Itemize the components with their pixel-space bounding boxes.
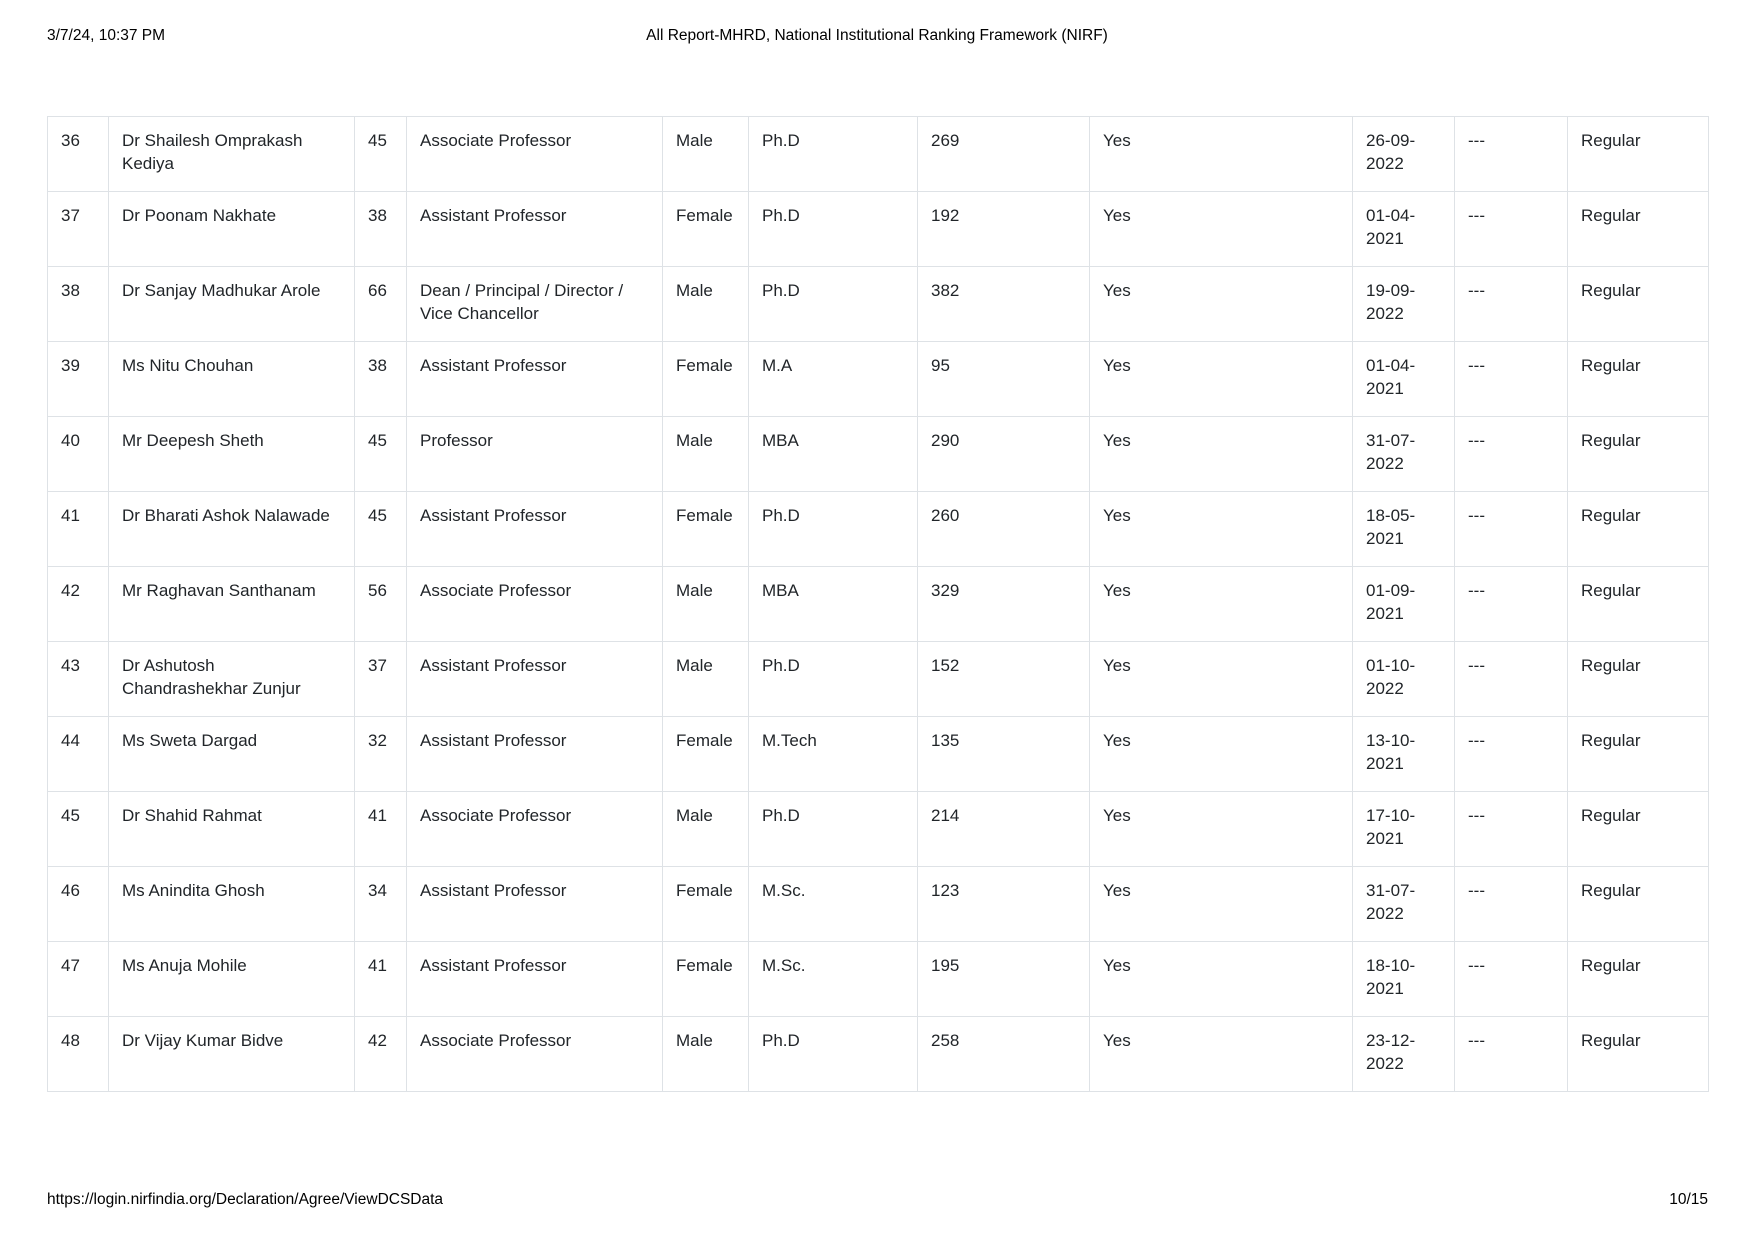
cell-sr_no: 47 (48, 942, 109, 1017)
cell-qualification: Ph.D (749, 267, 918, 342)
cell-gender: Female (663, 492, 749, 567)
cell-qualification: MBA (749, 417, 918, 492)
cell-sr_no: 36 (48, 117, 109, 192)
cell-working: Yes (1090, 492, 1353, 567)
cell-working: Yes (1090, 117, 1353, 192)
cell-qualification: Ph.D (749, 1017, 918, 1092)
cell-designation: Associate Professor (407, 1017, 663, 1092)
table-row (48, 792, 1709, 867)
cell-sr_no: 39 (48, 342, 109, 417)
cell-designation: Associate Professor (407, 792, 663, 867)
cell-designation: Assistant Professor (407, 492, 663, 567)
cell-joining_date: 18-05-2021 (1353, 492, 1455, 567)
cell-sr_no: 41 (48, 492, 109, 567)
cell-designation: Assistant Professor (407, 867, 663, 942)
cell-gender: Male (663, 417, 749, 492)
cell-gender: Female (663, 717, 749, 792)
cell-joining_date: 31-07-2022 (1353, 417, 1455, 492)
cell-leaving_date: --- (1455, 417, 1568, 492)
cell-designation: Assistant Professor (407, 642, 663, 717)
cell-gender: Female (663, 342, 749, 417)
cell-association_type: Regular (1568, 1017, 1709, 1092)
cell-sr_no: 37 (48, 192, 109, 267)
cell-association_type: Regular (1568, 417, 1709, 492)
cell-name: Dr Shahid Rahmat (109, 792, 355, 867)
cell-sr_no: 42 (48, 567, 109, 642)
cell-age: 38 (355, 342, 407, 417)
cell-joining_date: 01-10-2022 (1353, 642, 1455, 717)
cell-working: Yes (1090, 942, 1353, 1017)
cell-designation: Assistant Professor (407, 942, 663, 1017)
cell-designation: Professor (407, 417, 663, 492)
cell-experience_months: 269 (918, 117, 1090, 192)
cell-association_type: Regular (1568, 267, 1709, 342)
cell-experience_months: 95 (918, 342, 1090, 417)
cell-age: 38 (355, 192, 407, 267)
table-row (48, 867, 1709, 942)
cell-experience_months: 382 (918, 267, 1090, 342)
cell-working: Yes (1090, 867, 1353, 942)
cell-qualification: M.Tech (749, 717, 918, 792)
cell-experience_months: 152 (918, 642, 1090, 717)
cell-association_type: Regular (1568, 192, 1709, 267)
cell-age: 37 (355, 642, 407, 717)
footer-url: https://login.nirfindia.org/Declaration/Agree/ViewDCSData (47, 1191, 444, 1208)
cell-working: Yes (1090, 267, 1353, 342)
cell-gender: Female (663, 942, 749, 1017)
cell-name: Mr Raghavan Santhanam (109, 567, 355, 642)
cell-qualification: Ph.D (749, 642, 918, 717)
cell-name: Ms Nitu Chouhan (109, 342, 355, 417)
cell-working: Yes (1090, 342, 1353, 417)
cell-name: Dr Bharati Ashok Nalawade (109, 492, 355, 567)
cell-leaving_date: --- (1455, 867, 1568, 942)
cell-working: Yes (1090, 717, 1353, 792)
cell-age: 66 (355, 267, 407, 342)
cell-name: Dr Sanjay Madhukar Arole (109, 267, 355, 342)
cell-gender: Male (663, 1017, 749, 1092)
cell-qualification: Ph.D (749, 492, 918, 567)
cell-age: 45 (355, 117, 407, 192)
cell-designation: Assistant Professor (407, 192, 663, 267)
cell-joining_date: 01-04-2021 (1353, 192, 1455, 267)
cell-qualification: M.Sc. (749, 942, 918, 1017)
cell-age: 45 (355, 417, 407, 492)
cell-joining_date: 19-09-2022 (1353, 267, 1455, 342)
cell-qualification: M.Sc. (749, 867, 918, 942)
cell-sr_no: 46 (48, 867, 109, 942)
table-row (48, 942, 1709, 1017)
cell-leaving_date: --- (1455, 1017, 1568, 1092)
cell-association_type: Regular (1568, 642, 1709, 717)
cell-name: Mr Deepesh Sheth (109, 417, 355, 492)
table-row (48, 267, 1709, 342)
cell-name: Dr Vijay Kumar Bidve (109, 1017, 355, 1092)
cell-name: Dr Ashutosh Chandrashekhar Zunjur (109, 642, 355, 717)
cell-leaving_date: --- (1455, 942, 1568, 1017)
cell-age: 56 (355, 567, 407, 642)
cell-gender: Male (663, 792, 749, 867)
cell-sr_no: 45 (48, 792, 109, 867)
cell-gender: Male (663, 117, 749, 192)
cell-leaving_date: --- (1455, 117, 1568, 192)
cell-sr_no: 38 (48, 267, 109, 342)
page-number: 10/15 (1669, 1191, 1708, 1208)
cell-designation: Associate Professor (407, 117, 663, 192)
cell-qualification: Ph.D (749, 792, 918, 867)
cell-leaving_date: --- (1455, 342, 1568, 417)
cell-leaving_date: --- (1455, 567, 1568, 642)
cell-working: Yes (1090, 192, 1353, 267)
cell-designation: Associate Professor (407, 567, 663, 642)
print-header-datetime: 3/7/24, 10:37 PM (47, 27, 166, 44)
cell-joining_date: 01-09-2021 (1353, 567, 1455, 642)
cell-association_type: Regular (1568, 117, 1709, 192)
cell-working: Yes (1090, 567, 1353, 642)
table-row (48, 417, 1709, 492)
cell-designation: Assistant Professor (407, 717, 663, 792)
cell-joining_date: 18-10-2021 (1353, 942, 1455, 1017)
table-row (48, 192, 1709, 267)
cell-association_type: Regular (1568, 492, 1709, 567)
cell-joining_date: 31-07-2022 (1353, 867, 1455, 942)
cell-name: Ms Anuja Mohile (109, 942, 355, 1017)
cell-association_type: Regular (1568, 342, 1709, 417)
table-row (48, 342, 1709, 417)
cell-leaving_date: --- (1455, 492, 1568, 567)
table-row (48, 567, 1709, 642)
cell-association_type: Regular (1568, 942, 1709, 1017)
cell-experience_months: 290 (918, 417, 1090, 492)
table-row (48, 492, 1709, 567)
cell-experience_months: 192 (918, 192, 1090, 267)
table-row (48, 1017, 1709, 1092)
cell-association_type: Regular (1568, 867, 1709, 942)
cell-working: Yes (1090, 417, 1353, 492)
cell-gender: Male (663, 267, 749, 342)
cell-age: 32 (355, 717, 407, 792)
cell-leaving_date: --- (1455, 792, 1568, 867)
cell-qualification: M.A (749, 342, 918, 417)
cell-name: Ms Sweta Dargad (109, 717, 355, 792)
cell-leaving_date: --- (1455, 717, 1568, 792)
cell-qualification: MBA (749, 567, 918, 642)
cell-experience_months: 260 (918, 492, 1090, 567)
cell-experience_months: 195 (918, 942, 1090, 1017)
table-row (48, 717, 1709, 792)
cell-age: 41 (355, 942, 407, 1017)
cell-name: Dr Poonam Nakhate (109, 192, 355, 267)
cell-joining_date: 26-09-2022 (1353, 117, 1455, 192)
cell-association_type: Regular (1568, 792, 1709, 867)
cell-gender: Female (663, 192, 749, 267)
report-title: All Report-MHRD, National Institutional Ranking Framework (NIRF) (646, 27, 1108, 44)
cell-designation: Assistant Professor (407, 342, 663, 417)
cell-joining_date: 17-10-2021 (1353, 792, 1455, 867)
cell-joining_date: 01-04-2021 (1353, 342, 1455, 417)
faculty-report-table (47, 116, 1709, 1092)
cell-age: 34 (355, 867, 407, 942)
cell-joining_date: 23-12-2022 (1353, 1017, 1455, 1092)
cell-sr_no: 40 (48, 417, 109, 492)
cell-leaving_date: --- (1455, 267, 1568, 342)
cell-designation: Dean / Principal / Director / Vice Chancellor (407, 267, 663, 342)
cell-working: Yes (1090, 642, 1353, 717)
cell-association_type: Regular (1568, 717, 1709, 792)
cell-sr_no: 44 (48, 717, 109, 792)
cell-leaving_date: --- (1455, 642, 1568, 717)
cell-experience_months: 258 (918, 1017, 1090, 1092)
cell-age: 41 (355, 792, 407, 867)
cell-gender: Male (663, 567, 749, 642)
cell-joining_date: 13-10-2021 (1353, 717, 1455, 792)
cell-working: Yes (1090, 1017, 1353, 1092)
cell-leaving_date: --- (1455, 192, 1568, 267)
faculty-table-body (48, 117, 1709, 1092)
cell-qualification: Ph.D (749, 117, 918, 192)
table-row (48, 642, 1709, 717)
cell-qualification: Ph.D (749, 192, 918, 267)
cell-gender: Female (663, 867, 749, 942)
cell-experience_months: 135 (918, 717, 1090, 792)
cell-experience_months: 123 (918, 867, 1090, 942)
cell-working: Yes (1090, 792, 1353, 867)
cell-sr_no: 43 (48, 642, 109, 717)
cell-experience_months: 214 (918, 792, 1090, 867)
cell-experience_months: 329 (918, 567, 1090, 642)
cell-name: Ms Anindita Ghosh (109, 867, 355, 942)
cell-age: 42 (355, 1017, 407, 1092)
cell-association_type: Regular (1568, 567, 1709, 642)
cell-name: Dr Shailesh Omprakash Kediya (109, 117, 355, 192)
table-row (48, 117, 1709, 192)
cell-age: 45 (355, 492, 407, 567)
cell-gender: Male (663, 642, 749, 717)
cell-sr_no: 48 (48, 1017, 109, 1092)
